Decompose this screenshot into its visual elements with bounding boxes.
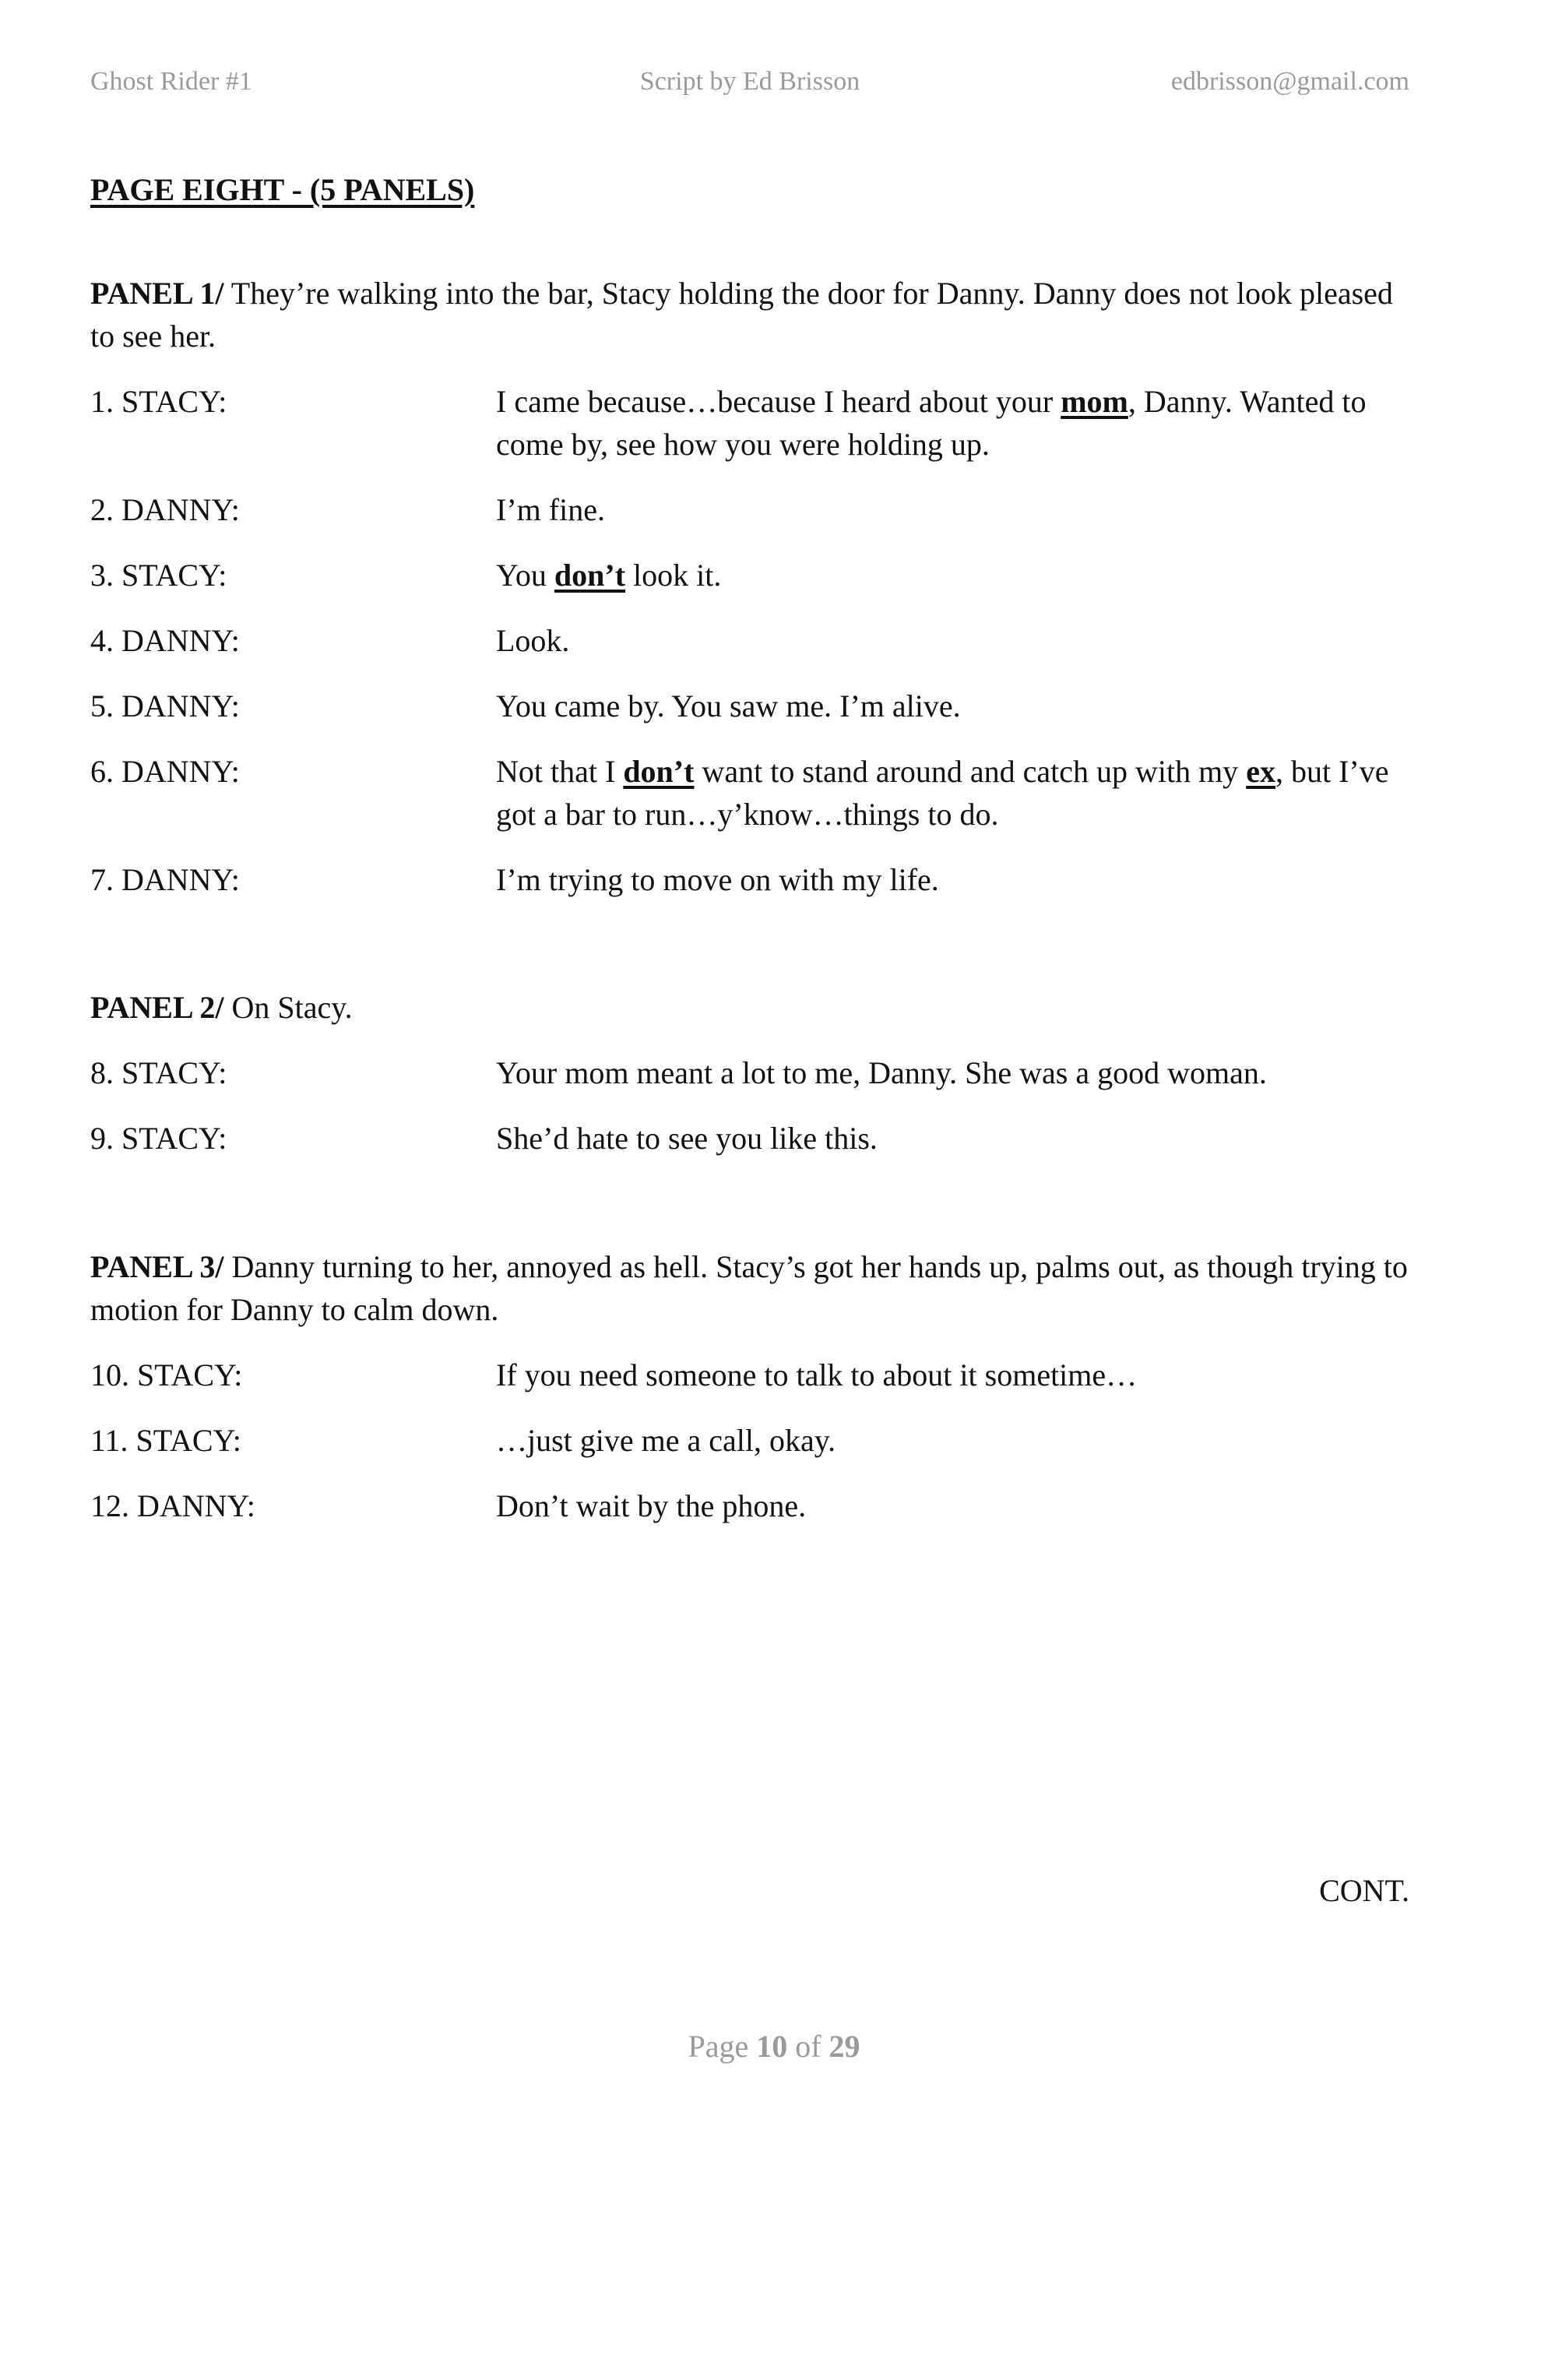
header-title: Ghost Rider #1 (90, 67, 252, 96)
speaker: 7. DANNY: (90, 862, 240, 897)
page-footer (0, 2028, 1548, 2065)
panel-description-text: On Stacy. (223, 990, 353, 1025)
panel-label: PANEL 2/ (90, 990, 224, 1025)
panel-2 (90, 986, 1414, 1160)
speaker: 1. STACY: (90, 384, 227, 419)
dialogue-segment: want to stand around and catch up with my (694, 754, 1247, 789)
dialogue-segment: You (496, 558, 554, 593)
header-email: edbrisson@gmail.com (1170, 67, 1409, 96)
dialogue-line (90, 685, 1414, 727)
dialogue-line (90, 858, 1414, 901)
dialogue-segment: Not that I (496, 754, 624, 789)
panel-label: PANEL 1/ (90, 276, 224, 311)
panel-description (90, 1245, 1414, 1331)
emphasis: don’t (623, 754, 695, 789)
dialogue-text: If you need someone to talk to about it sometime… (496, 1357, 1138, 1392)
footer-of-word: of (795, 2029, 821, 2064)
footer-total-pages: 29 (829, 2029, 860, 2064)
dialogue-line (90, 750, 1414, 836)
speaker: 2. DANNY: (90, 492, 240, 527)
dialogue-text: Don’t wait by the phone. (496, 1488, 807, 1523)
dialogue-line (90, 1051, 1414, 1094)
dialogue-text: I’m trying to move on with my life. (496, 862, 939, 897)
panel-label: PANEL 3/ (90, 1249, 224, 1284)
panel-description-text: Danny turning to her, annoyed as hell. Stacy’s got her hands up, palms out, as though trying to motion for Danny to calm down. (90, 1249, 1408, 1327)
dialogue-text (496, 380, 1414, 466)
dialogue-text: I’m fine. (496, 492, 605, 527)
emphasis: ex (1246, 754, 1275, 789)
footer-page-word: Page (688, 2029, 749, 2064)
dialogue-segment: I came because…because I heard about your (496, 384, 1061, 419)
dialogue-segment: look it. (625, 558, 722, 593)
dialogue-segment: , Danny. Wanted to come by, see how you were holding up. (496, 384, 1367, 462)
continued-marker: CONT. (1319, 1873, 1409, 1908)
dialogue-line (90, 1419, 1414, 1462)
panel-1 (90, 272, 1414, 901)
dialogue-line (90, 380, 1414, 466)
dialogue-line (90, 1117, 1414, 1160)
speaker: 10. STACY: (90, 1357, 243, 1392)
dialogue-line (90, 1354, 1414, 1396)
dialogue-line (90, 619, 1414, 662)
speaker: 4. DANNY: (90, 623, 240, 658)
footer-current-page: 10 (756, 2029, 788, 2064)
speaker: 6. DANNY: (90, 754, 240, 789)
speaker: 11. STACY: (90, 1423, 241, 1458)
dialogue-text: Look. (496, 623, 570, 658)
speaker: 3. STACY: (90, 558, 227, 593)
dialogue-text (496, 554, 1414, 597)
dialogue-segment: , but I’ve got a bar to run…y’know…things to do. (496, 754, 1389, 832)
speaker: 9. STACY: (90, 1121, 227, 1156)
emphasis: mom (1061, 384, 1128, 419)
panel-3 (90, 1245, 1414, 1527)
speaker: 12. DANNY: (90, 1488, 255, 1523)
dialogue-line (90, 488, 1414, 531)
dialogue-line (90, 1484, 1414, 1527)
speaker: 8. STACY: (90, 1055, 227, 1090)
page-header (90, 67, 1409, 101)
dialogue-text: …just give me a call, okay. (496, 1423, 836, 1458)
speaker: 5. DANNY: (90, 688, 240, 724)
panel-description (90, 272, 1414, 357)
panel-description (90, 986, 1414, 1029)
dialogue-line (90, 554, 1414, 597)
panel-description-text: They’re walking into the bar, Stacy holding the door for Danny. Danny does not look pleased to see her. (90, 276, 1393, 354)
dialogue-text: She’d hate to see you like this. (496, 1121, 878, 1156)
dialogue-text: Your mom meant a lot to me, Danny. She was a good woman. (496, 1055, 1267, 1090)
page-heading: PAGE EIGHT - (5 PANELS) (90, 172, 475, 207)
emphasis: don’t (554, 558, 626, 593)
dialogue-text: You came by. You saw me. I’m alive. (496, 688, 961, 724)
header-credit: Script by Ed Brisson (639, 67, 860, 96)
dialogue-text (496, 750, 1414, 836)
